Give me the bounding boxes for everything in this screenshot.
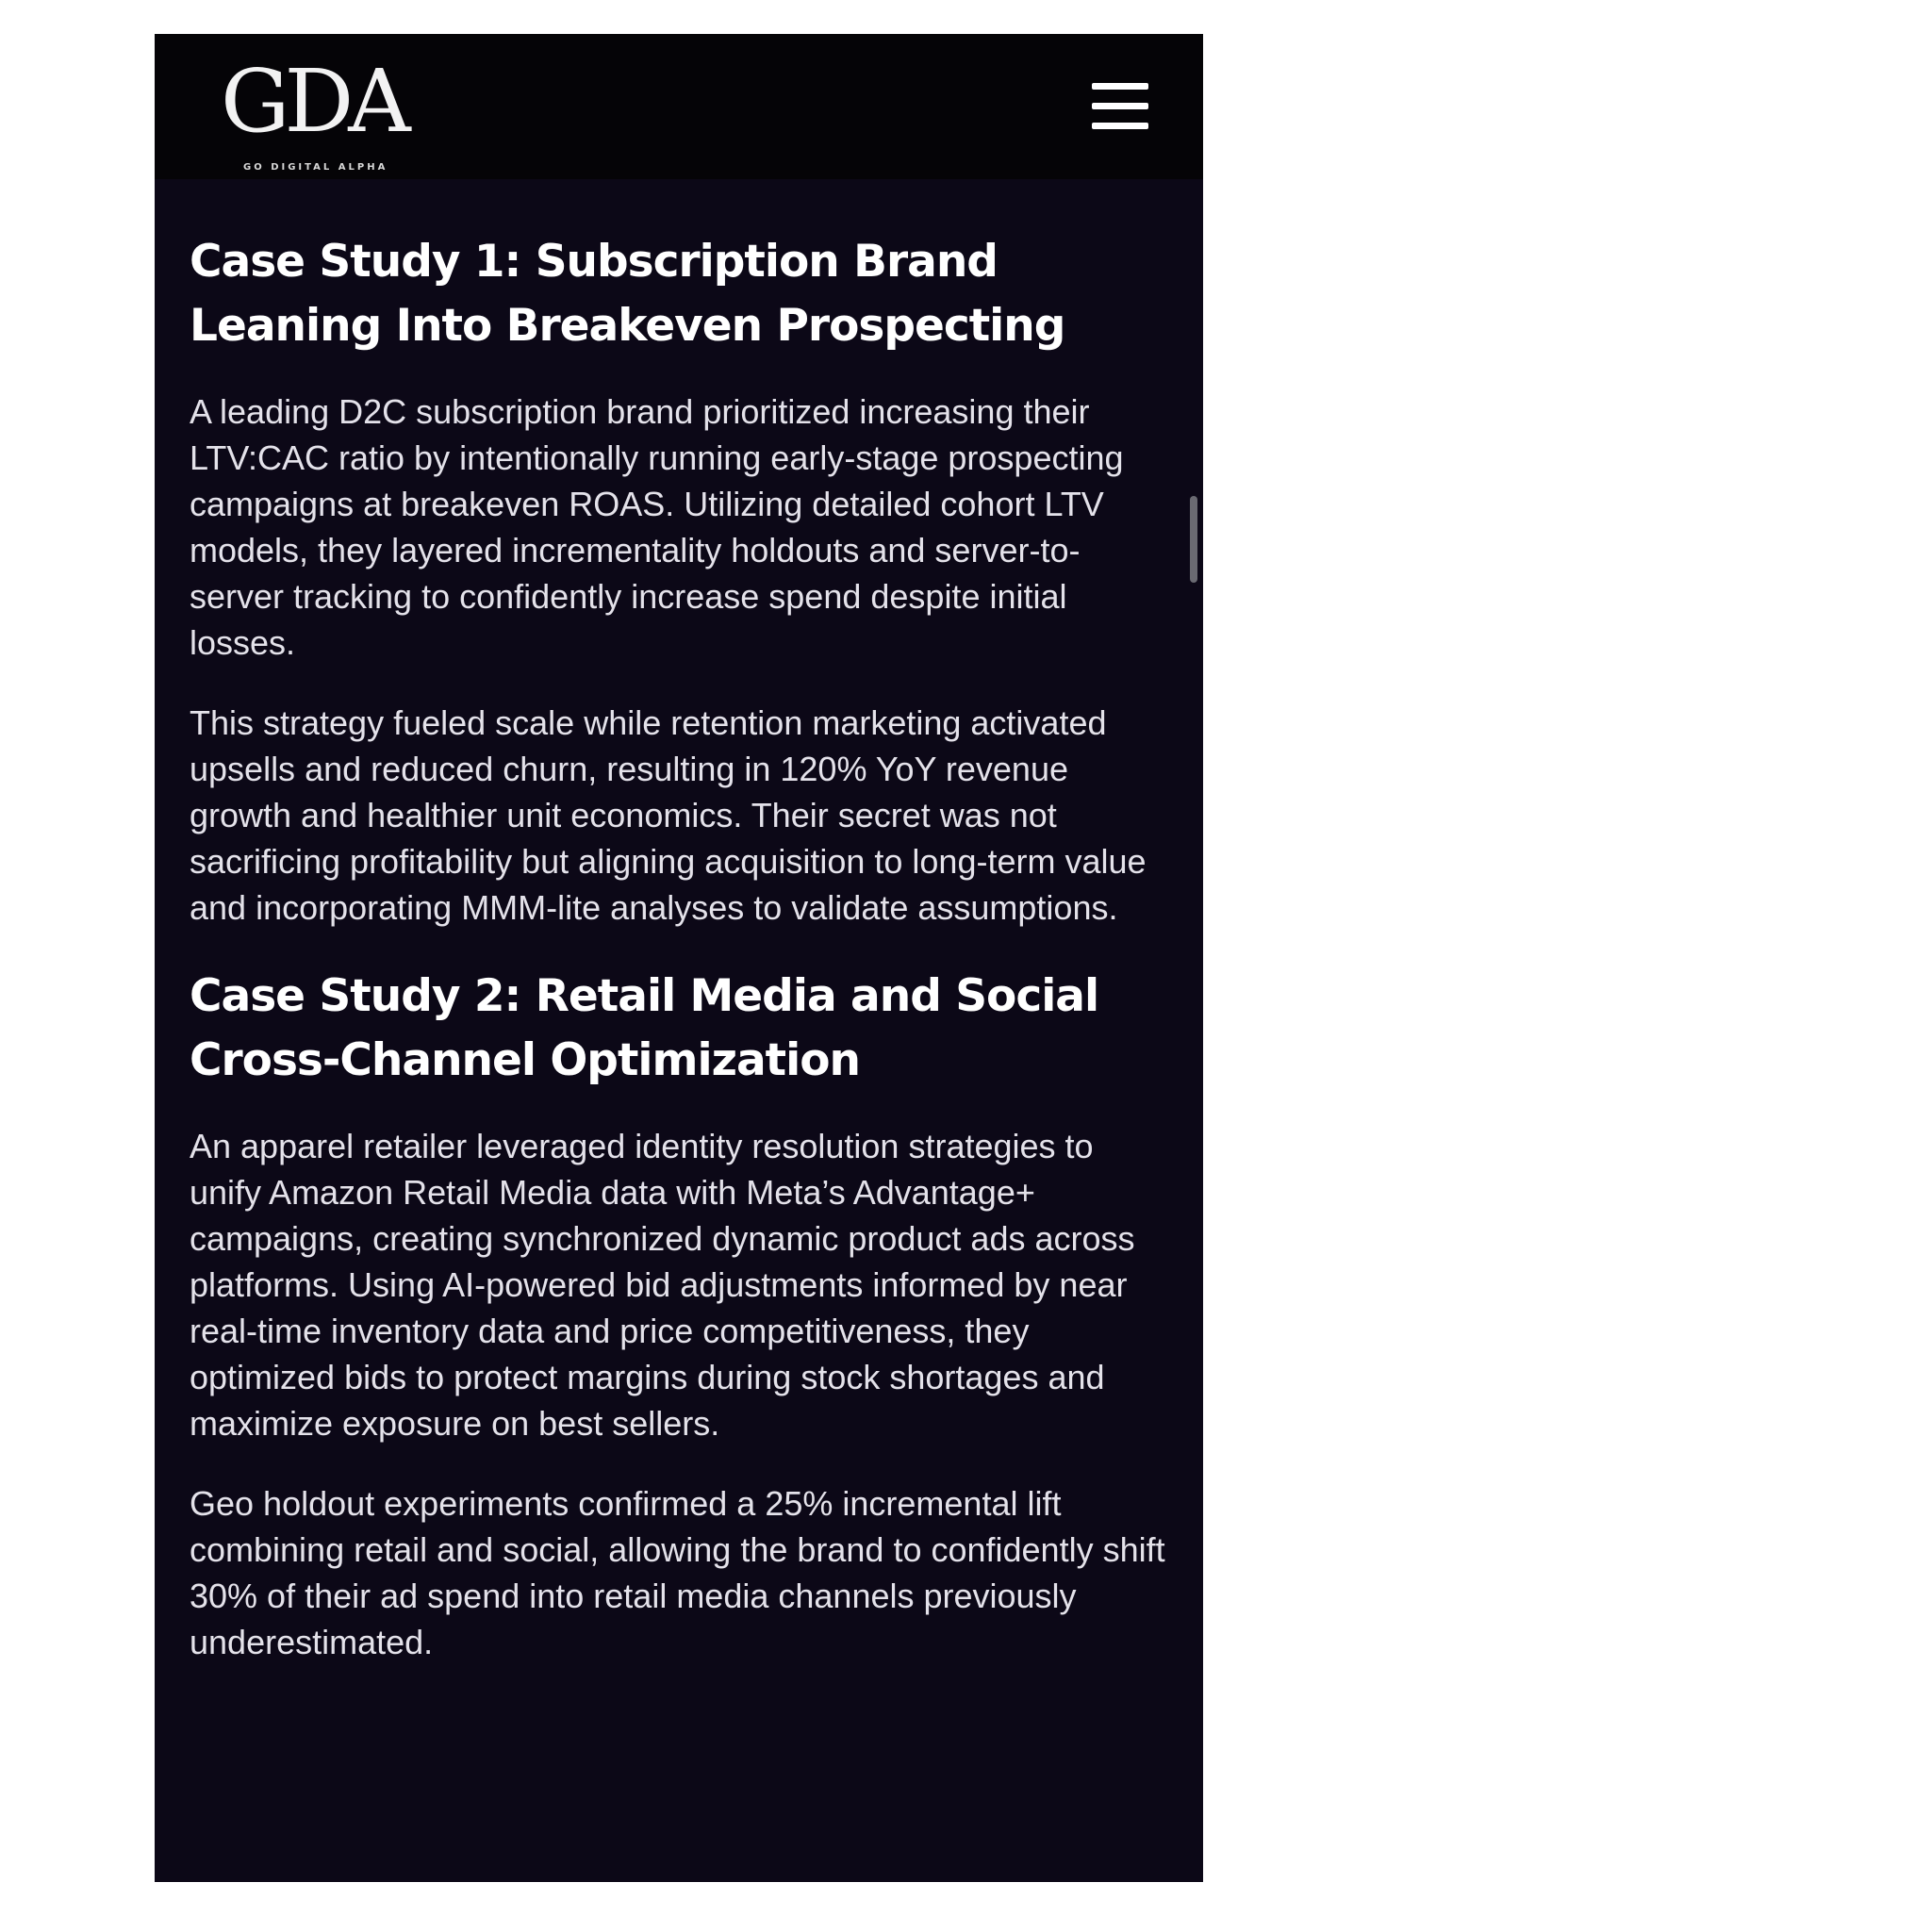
page-scrollbar[interactable]: [1190, 496, 1197, 583]
hamburger-menu-icon[interactable]: [1092, 83, 1148, 130]
case-study-1-paragraph-1: A leading D2C subscription brand prioritized increasing their LTV:CAC ratio by intentionally running early-stage prospecting campaigns at breakeven ROAS. Utilizing detailed cohort LTV models, they layered incrementality holdouts and server-to-server tracking to confidently increase spend despite initial losses.: [190, 392, 1124, 662]
site-header: [155, 34, 1203, 179]
mobile-page-viewport: [155, 34, 1203, 1882]
case-study-2-paragraph-1: An apparel retailer leveraged identity resolution strategies to unify Amazon Retail Media data with Meta’s Advantage+ campaigns, creating synchronized dynamic product ads across platforms. Using AI-powered bid adjustments informed by near real-time inventory data and price competitiveness, they optimized bids to protect margins during stock shortages and maximize exposure on best sellers.: [190, 1127, 1135, 1443]
case-study-1-heading: Case Study 1: Subscription Brand Leaning Into Breakeven Prospecting: [190, 236, 1065, 352]
logo-tagline: GO DIGITAL ALPHA: [243, 162, 388, 173]
logo-mark: GDA: [221, 51, 405, 152]
gda-logo[interactable]: [221, 51, 409, 173]
case-study-1-paragraph-2: This strategy fueled scale while retention marketing activated upsells and reduced churn, resulting in 120% YoY revenue growth and healthier unit economics. Their secret was not sacrificing profitability but aligning acquisition to long-term value and incorporating MMM-lite analyses to validate assumptions.: [190, 703, 1147, 927]
case-study-2-heading: Case Study 2: Retail Media and Social Cross-Channel Optimization: [190, 970, 1099, 1086]
case-study-2-paragraph-2: Geo holdout experiments confirmed a 25% incremental lift combining retail and social, allowing the brand to confidently shift 30% of their ad spend into retail media channels previously underestimated.: [190, 1484, 1165, 1661]
article-content: [190, 196, 1170, 1665]
